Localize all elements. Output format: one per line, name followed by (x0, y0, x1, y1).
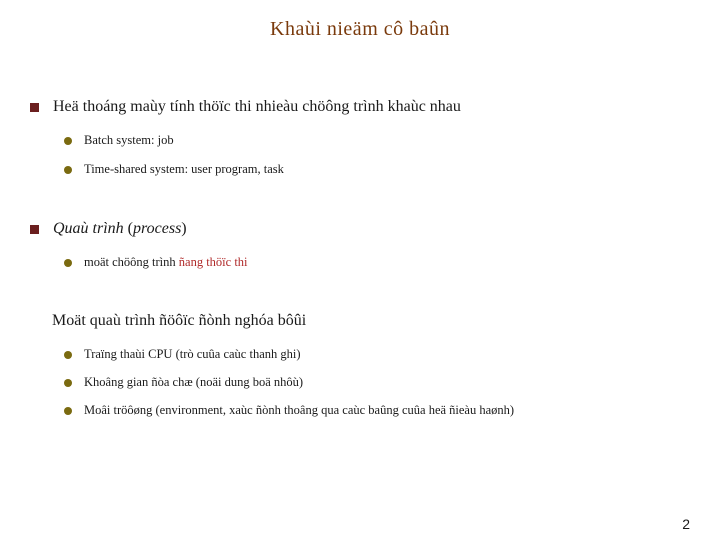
square-bullet-icon (30, 225, 39, 234)
sub-bullet-2-1-text (84, 255, 248, 270)
sub-bullet-1-1-text: Batch system: job (84, 133, 174, 147)
definition-item-1 (64, 347, 301, 362)
page-number: 2 (682, 516, 690, 532)
definition-item-3-text: Moâi tröôøng (environment, xaùc ñònh thoâng qua caùc baûng cuûa heä ñieàu haønh) (84, 403, 515, 417)
sub-bullet-2-1-prefix: moät chöông trình (84, 255, 179, 269)
bullet-2 (30, 220, 187, 238)
sub-bullet-1-1 (64, 133, 174, 148)
bullet-2-em: process (133, 220, 182, 237)
dot-bullet-icon (64, 166, 72, 174)
dot-bullet-icon (64, 259, 72, 267)
dot-bullet-icon (64, 407, 72, 415)
dot-bullet-icon (64, 137, 72, 145)
definition-item-2-text: Khoâng gian ñòa chæ (noäi dung boä nhôù) (84, 375, 304, 389)
dot-bullet-icon (64, 351, 72, 359)
bullet-1-text: Heä thoáng maùy tính thöïc thi nhieàu chöông trình khaùc nhau (53, 98, 461, 115)
sub-bullet-2-1 (64, 255, 248, 270)
bullet-2-suffix: ) (181, 220, 187, 237)
definition-item-1-text: Traïng thaùi CPU (trò cuûa caùc thanh ghi) (84, 347, 301, 361)
sub-bullet-2-1-highlight: ñang thöïc thi (178, 255, 248, 269)
square-bullet-icon (30, 103, 39, 112)
bullet-2-prefix: Quaù trình (53, 220, 124, 237)
sub-bullet-1-2 (64, 162, 284, 177)
definition-item-3 (64, 403, 514, 418)
definition-item-2 (64, 375, 303, 390)
bullet-2-text (53, 220, 187, 238)
dot-bullet-icon (64, 379, 72, 387)
bullet-1 (30, 98, 461, 116)
definition-heading: Moät quaù trình ñöôïc ñònh nghóa bôûi (52, 312, 307, 329)
sub-bullet-1-2-text: Time-shared system: user program, task (84, 162, 284, 176)
bullet-2-mid: ( (123, 220, 133, 237)
slide-title: Khaùi nieäm cô baûn (270, 18, 450, 40)
